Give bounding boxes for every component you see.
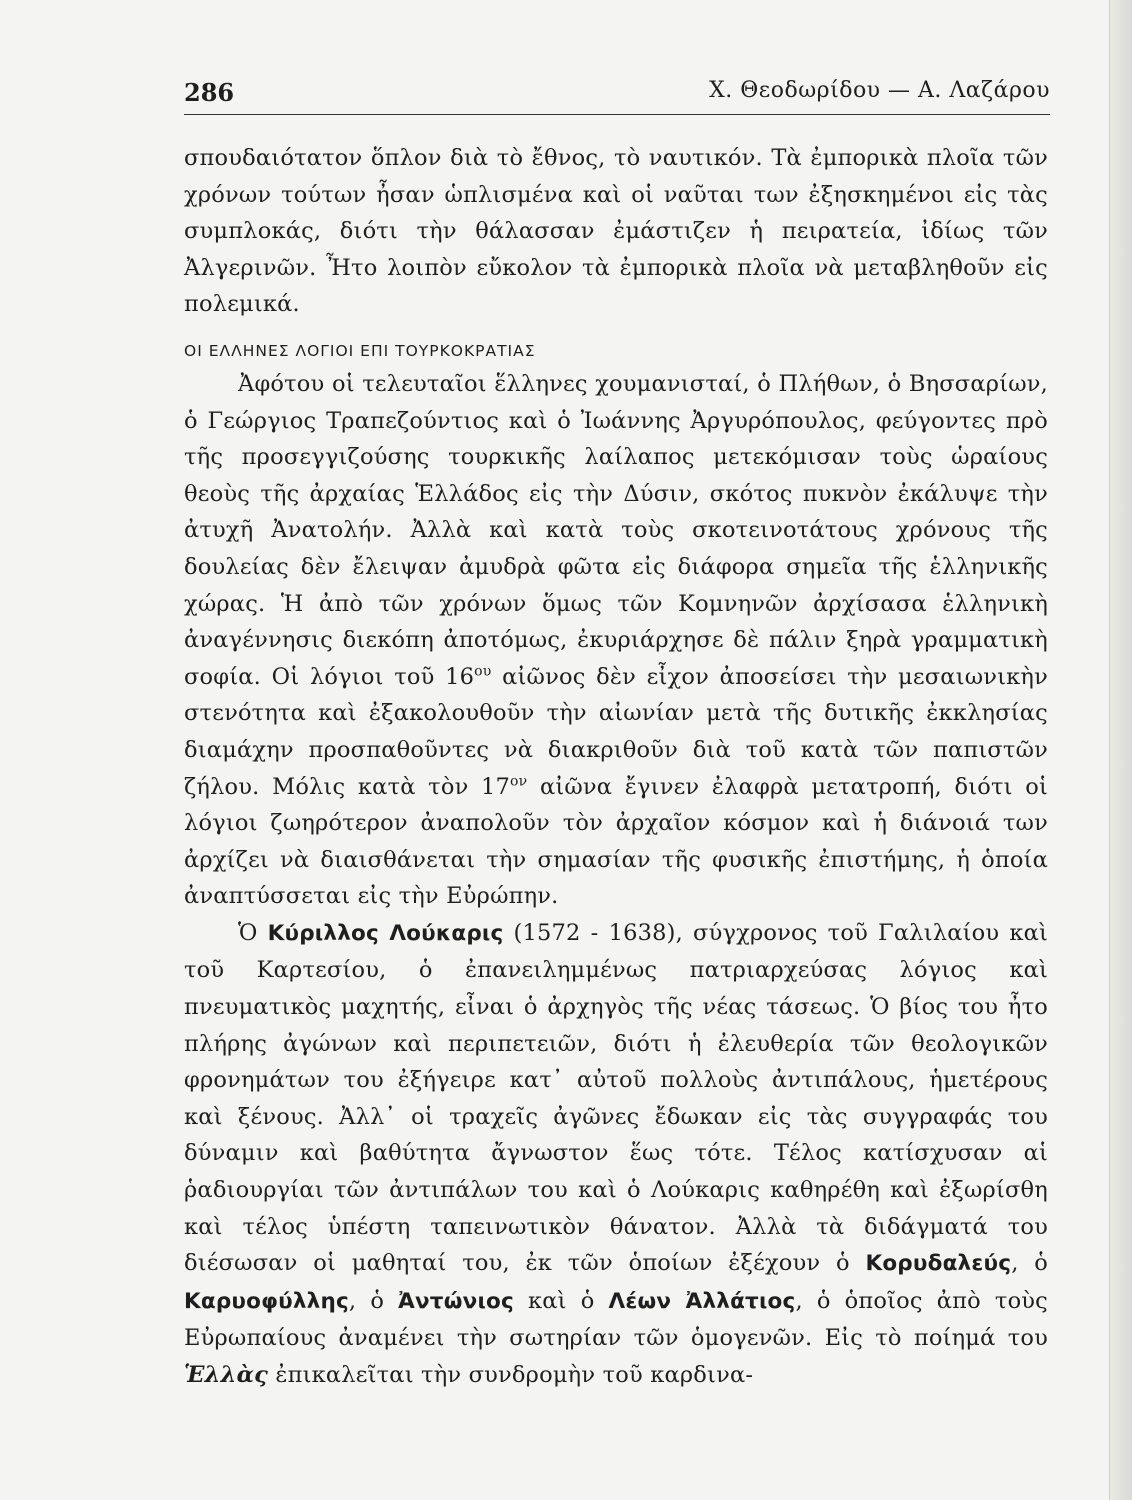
poem-title: Ἑλλὰς [184, 1362, 269, 1388]
name-antonios: Ἀντώνιος [398, 1288, 514, 1314]
paragraph-scholars-text-3: αἰῶνα ἔγινεν ἐλαφρὰ μετατροπή, διότι οἱ λόγιοι ζωηρότερον ἀναπολοῦν τὸν ἀρχαῖον κόσμον καὶ ἡ διάνοιά των ἀρχίζει νὰ διαισθάνεται τὴν σημασίαν τῆς φυσικῆς ἐπιστήμης, ἡ ὁποία ἀναπτύσσεται εἰς τὴν Εὐρώπην. [184, 773, 1048, 910]
name-kyrillos-loukaris: Κύριλλος Λούκαρις [267, 920, 504, 946]
name-leon-allatios: Λέων Ἀλλάτιος [608, 1288, 796, 1314]
page-body [184, 140, 1048, 1394]
name-korydaleus: Κορυδαλεύς [865, 1251, 1012, 1277]
ordinal-16th: ου [474, 663, 492, 680]
page-edge-shadow [1109, 0, 1132, 1500]
name-karyofyllis: Καρυοφύλλης [184, 1288, 349, 1314]
paragraph-naval: σπουδαιότατον ὅπλον διὰ τὸ ἔθνος, τὸ ναυτικόν. Τὰ ἐμπορικὰ πλοῖα τῶν χρόνων τούτων ἦσαν ὡπλισμένα καὶ οἱ ναῦται των ἐξησκημένοι εἰς τὰς συμπλοκάς, διότι τὴν θάλασσαν ἐμάστιζεν ἡ πειρατεία, ἰδίως τῶν Ἀλγερινῶν. Ἦτο λοιπὸν εὔκολον τὰ ἐμπορικὰ πλοῖα νὰ μεταβληθοῦν εἰς πολεμικά. [184, 145, 1048, 318]
header-rule [184, 114, 1050, 115]
text-segment: , ὁ [1011, 1250, 1049, 1277]
text-segment: , ὁ ὁποῖος ἀπὸ τοὺς Εὐρωπαίους ἀναμένει τὴν σωτηρίαν τῶν ὁμογενῶν. Εἰς τὸ ποίημά του [184, 1287, 1048, 1352]
page-header [184, 78, 1050, 114]
text-segment: (1572 - 1638), σύγχρονος τοῦ Γαλιλαίου καὶ τοῦ Καρτεσίου, ὁ ἐπανειλημμένως πατριαρχεύσας λόγιος καὶ πνευματικὸς μαχητής, εἶναι ὁ ἀρχηγὸς τῆς νέας τάσεως. Ὁ βίος του ἦτο πλήρης ἀγώνων καὶ περιπετειῶν, διότι ἡ ἐλευθερία τῶν θεολογικῶν φρονημάτων του ἐξήγειρε κατ᾽ αὐτοῦ πολλοὺς ἀντιπάλους, ἡμετέρους καὶ ξένους. Ἀλλ᾽ οἱ τραχεῖς ἀγῶνες ἔδωκαν εἰς τὰς συγγραφάς του δύναμιν καὶ βαθύτητα ἄγνωστον ἕως τότε. Τέλος κατίσχυσαν αἱ ῥαδιουργίαι τῶν ἀντιπάλων του καὶ ὁ Λούκαρις καθηρέθη καὶ ἐξωρίσθη καὶ τέλος ὑπέστη ταπεινωτικὸν θάνατον. Ἀλλὰ τὰ διδάγματά του διέσωσαν οἱ μαθηταί του, ἐκ τῶν ὁποίων ἐξέχουν ὁ [184, 919, 1049, 1277]
section-heading: ΟΙ ΕΛΛΗΝΕΣ ΛΟΓΙΟΙ ΕΠΙ ΤΟΥΡΚΟΚΡΑΤΙΑΣ [184, 341, 536, 360]
paragraph-loukaris [184, 915, 1048, 1394]
text-segment: , ὁ [348, 1287, 399, 1314]
paragraph-scholars-text-2: αἰῶνος δὲν εἶχον ἀποσείσει τὴν μεσαιωνικὴν στενότητα καὶ ἐξακολουθοῦν τὴν αἰωνίαν μετὰ τῆς δυτικῆς ἐκκλησίας διαμάχην προσπαθοῦντες νὰ διακριθοῦν διὰ τοῦ κατὰ τῶν παπιστῶν ζήλου. Μόλις κατὰ τὸν 17 [184, 663, 1048, 800]
running-head: Χ. Θεοδωρίδου — Α. Λαζάρου [709, 78, 1050, 103]
page-number: 286 [184, 78, 235, 107]
text-segment: καὶ ὁ [513, 1287, 609, 1314]
paragraph-scholars-text-1: Ἀφότου οἱ τελευταῖοι ἕλληνες χουμανισταί, ὁ Πλήθων, ὁ Βησσαρίων, ὁ Γεώργιος Τραπεζούντιος καὶ ὁ Ἰωάννης Ἀργυρόπουλος, φεύγοντες πρὸ τῆς προσεγγιζούσης τουρκικῆς λαίλαπος μετεκόμισαν τοὺς ὡραίους θεοὺς τῆς ἀρχαίας Ἑλλάδος εἰς τὴν Δύσιν, σκότος πυκνὸν ἐκάλυψε τὴν ἀτυχῆ Ἀνατολήν. Ἀλλὰ καὶ κατὰ τοὺς σκοτεινοτάτους χρόνους τῆς δουλείας δὲν ἔλειψαν ἀμυδρὰ φῶτα εἰς διάφορα σημεῖα τῆς ἑλληνικῆς χώρας. Ἡ ἀπὸ τῶν χρόνων ὅμως τῶν Κομνηνῶν ἀρχίσασα ἑλληνικὴ ἀναγέννησις διεκόπη ἀποτόμως, ἐκυριάρχησε δὲ πάλιν ξηρὰ γραμματικὴ σοφία. Οἱ λόγιοι τοῦ 16 [184, 370, 1048, 690]
paragraph-scholars [184, 366, 1048, 915]
text-segment: ἐπικαλεῖται τὴν συνδρομὴν τοῦ καρδινα- [268, 1362, 754, 1388]
text-segment: Ὁ [238, 919, 268, 946]
ordinal-17th: ον [510, 773, 528, 789]
